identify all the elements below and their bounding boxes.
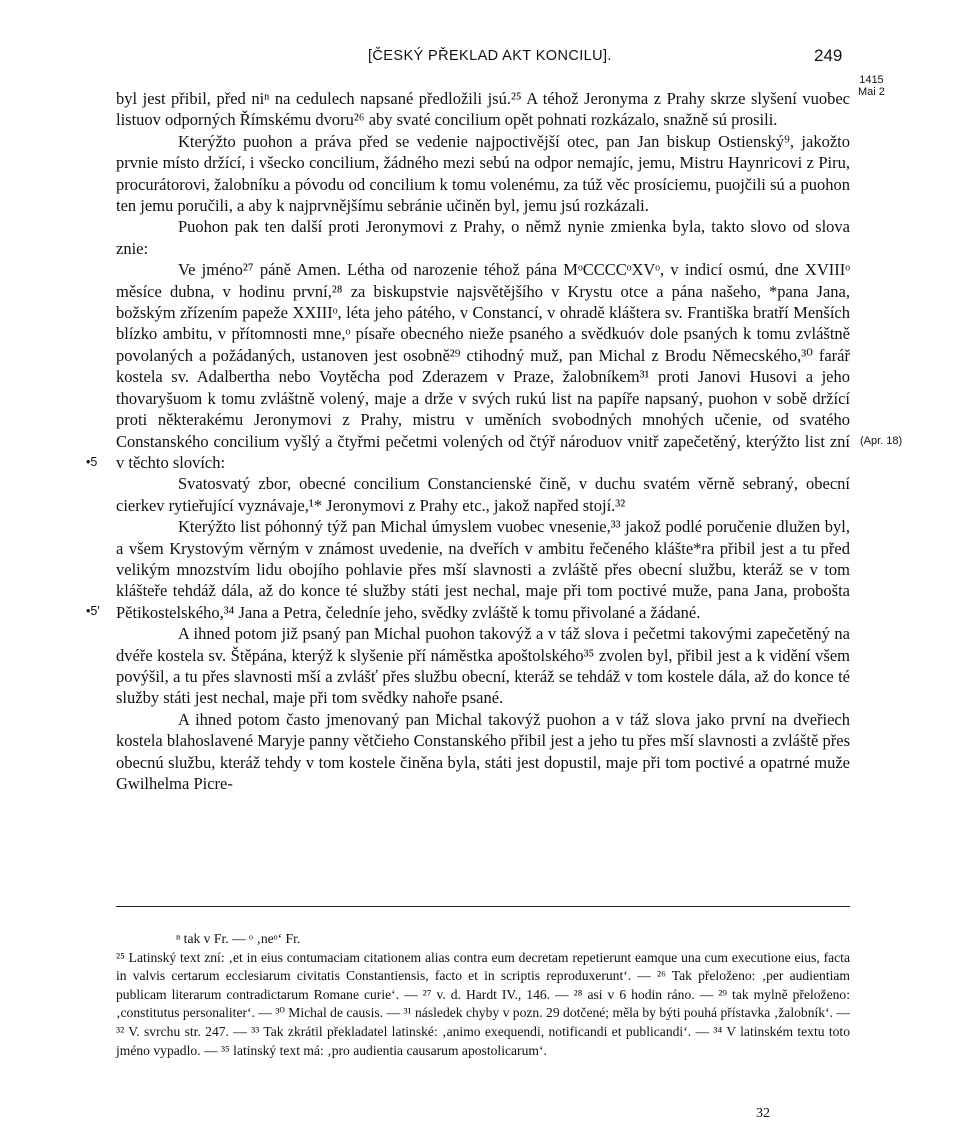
margin-date-apr: (Apr. 18) xyxy=(860,435,903,447)
paragraph-2: Kterýžto puohon a práva před se vedenie najpoctivější otec, pan Jan biskup Ostienský⁹, jakožto prvnie místo držící, i všecko concilium, žádného mezi sebú na odpor nemajíc, jemu, Mistru Haynricovi z Piru, procurátorovi, žalobníku a póvodu od concilium k tomu volenému, za túž věc prosíciemu, puojčili sú a puohon ten jemu poručili, a aby k najprvnějšímu sebránie učiněn byl, jemu jsú rozkázali. xyxy=(116,131,850,216)
footnote-variants: ⁿ tak v Fr. — ᵒ ‚neᵒ‘ Fr. xyxy=(176,931,301,946)
paragraph-1: byl jest přibil, před niⁿ na cedulech napsané předložili jsú.²⁵ A téhož Jeronyma z Prahy skrze slyšení vuobec listuov odporných Římskému dvoru²⁶ aby svaté concilium opět pohnati rozkázalo, snažně sú prosili. xyxy=(116,89,850,130)
footnote-rule xyxy=(116,906,850,907)
page-number: 249 xyxy=(814,46,843,65)
margin-date-day: Mai 2 xyxy=(858,86,885,98)
paragraph-3: Puohon pak ten další proti Jeronymovi z Prahy, o němž nynie zmienka byla, takto slovo od slova znie: xyxy=(116,217,850,258)
paragraph-4: Ve jméno²⁷ páně Amen. Létha od narozenie téhož pána MᵒCCCCᵒXVᵒ, v indicí osmú, dne XVIIIᵒ měsíce dubna, v hodinu první,²⁸ za biskupstvie najsvětějšího v Krystu otce a pána našeho, *pana Jana, božským zřízením papeže XXIIIᵒ, léta jeho pátého, v Constancí, v ohradě kláštera sv. Františka bratří Menších blízko ambitu, v přítomnosti mne,ᵒ písaře obecného nieže psaného a svědkuóv dole psaných k tomu zvláštně povolaných a požádaných, ustanoven jest osobně²⁹ ctihodný muž, pan Michal z Brodu Němecského,³⁰ farář kostela sv. Adalbertha nebo Voytěcha pod Zderazem v Praze, žalobníkem³¹ proti Janovi Husovi a jeho thovaryšuom k tomu zvláštně volený, maje a drže v svých rukú list na papíře napsaný, puohon v sobě držící proti některakému Jeronymovi z Prahy, mistru v uměních svobodných mnohých učenie, od svatého Constanského concilium vyšlý a čtyřmi pečetmi volených od čtýř národuov vnitř zapečetěný, kterýžto list zní v těchto slovích: xyxy=(116,260,850,472)
footnotes xyxy=(116,930,850,1060)
paragraph-5: Svatosvatý zbor, obecné concilium Constancienské čině, v duchu svatém věrně sebraný, obecní cierkev rytieřující vyznávaje,¹* Jeronymovi z Prahy etc., jakož napřed stojí.³² xyxy=(116,474,850,515)
paragraph-7: A ihned potom již psaný pan Michal puohon takovýž a v táž slova i pečetmi takovými zapečetěný na dvéře kostela sv. Štěpána, kterýž k slyšenie pří náměstka apoštolského³⁵ zvolen byl, přibil jest a k vidění všem povýšil, a tu přes slavnosti mší a zvlášť přes službu obecní, kteráž se tehdáž v tom kostele dála, až do konce té služby státi jest nechal, maje při tom svědky nahoře psané. xyxy=(116,624,850,708)
page-header xyxy=(0,48,960,72)
margin-folio-mark-1: •5 xyxy=(86,455,98,469)
margin-date-year: 1415 xyxy=(859,74,884,86)
margin-date-note xyxy=(858,74,885,98)
footnote-list: ²⁵ Latinský text zní: ‚et in eius contumaciam citationem alias contra eum decretam repetierunt eamque una cum executione eius, facta in valvis certarum ecclesiarum civitatis Constantiensis, facto et in scriptis reproduxerunt‘. — ²⁶ Tak přeloženo: ‚per audientiam publicam literarum contradictarum Romane curie‘. — ²⁷ v. d. Hardt IV., 146. — ²⁸ asi v 6 hodin ráno. — ²⁹ tak mylně přeloženo: ‚constitutus personaliter‘. — ³⁰ Michal de causis. — ³¹ následek chyby v pozn. 29 dotčené; měla by býti pouhá přístavka ‚žalobník‘. — ³² V. svrchu str. 247. — ³³ Tak zkrátil překladatel latinské: ‚animo exequendi, notificandi et publicandi‘. — ³⁴ V latinském textu toto jméno vypadlo. — ³⁵ latinský text má: ‚pro audientia causarum apostolicarum‘. xyxy=(116,949,850,1058)
margin-folio-mark-2: •5' xyxy=(86,604,100,618)
paragraph-8: A ihned potom často jmenovaný pan Michal takovýž puohon a v táž slova jako první na dveřiech kostela blahoslavené Maryje panny větčieho Constanského přibil jest a jeho tu přes mší slavnosti a zvláště přes obecnú službu, kteráž tehdy v tom kostele činěna byla, státi jest dopustil, maje při tom poctivé a opatrné muže Gwilhelma Picre- xyxy=(116,709,850,793)
running-title: [ČESKÝ PŘEKLAD AKT KONCILU]. xyxy=(368,48,612,64)
main-text xyxy=(116,88,850,794)
paragraph-6: Kterýžto list póhonný týž pan Michal úmyslem vuobec vnesenie,³³ jakož podlé poručenie dlužen byl, a všem Krystovým věrným v známost uvedenie, na dveřích v ambitu řečeného klášte*ra přibil jest a tu před velikým mnozstvím lidu obojího pohlavie přes mší slavnosti a zvláště přes obecní službu, kteráž se v tom klášteře tehdáž dála, až do konce té služby státi jest nechal, maje při tom poctivé muže, pana Jana, probošta Pětikostelského,³⁴ Jana a Petra, čeledníe jeho, svědky zvláště k tomu přivolané a žádané. xyxy=(116,517,850,622)
sheet-signature: 32 xyxy=(756,1106,770,1121)
